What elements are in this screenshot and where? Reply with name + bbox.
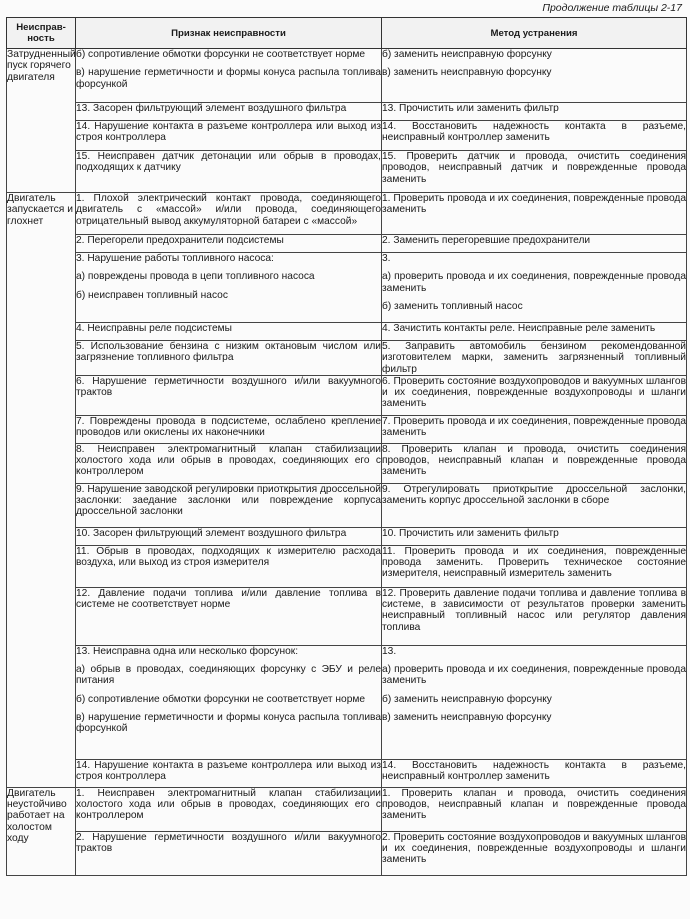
symptom-text: 12. Давление подачи топлива и/или давление топлива в системе не соответствует норме <box>76 587 381 611</box>
fault-group-title: Двигатель запускается и глохнет <box>7 193 73 227</box>
table-header <box>7 18 687 49</box>
symptom-cell <box>76 49 382 103</box>
fault-group-cell <box>7 193 76 788</box>
symptom-cell <box>76 121 382 151</box>
table-row <box>7 323 687 341</box>
symptom-text: 8. Неисправен электромагнитный клапан стабилизации холостого хода или обрыв в проводах, соединяющих его с контроллером <box>76 443 381 478</box>
remedy-text: а) проверить провода и их соединения, поврежденные провода заменить <box>382 664 686 687</box>
symptom-text: 14. Нарушение контакта в разъеме контроллера или выход из строя контроллера <box>76 121 381 144</box>
remedy-text: 13. <box>382 645 397 657</box>
symptom-text: 3. Нарушение работы топливного насоса: <box>76 253 274 264</box>
symptom-cell <box>76 415 382 443</box>
symptom-cell <box>76 831 382 875</box>
table-row <box>7 103 687 121</box>
table-row <box>7 645 687 759</box>
table-row <box>7 831 687 875</box>
remedy-text: 1. Проверить клапан и провода, очистить соединения проводов, неисправный клапан и поврежденные провода заменить <box>382 787 686 822</box>
table-row <box>7 527 687 545</box>
remedy-text: б) заменить топливный насос <box>382 300 523 312</box>
symptom-text: 6. Нарушение герметичности воздушного и/или вакуумного трактов <box>76 375 381 399</box>
symptom-text: в) нарушение герметичности и формы конуса распыла топлива форсункой <box>76 67 381 90</box>
remedy-text: 14. Восстановить надежность контакта в разъеме, неисправный контроллер заменить <box>382 121 686 144</box>
symptom-text: 13. Засорен фильтрующий элемент воздушного фильтра <box>76 103 347 114</box>
symptom-text: б) сопротивление обмотки форсунки не соответствует норме <box>76 49 366 60</box>
table-row <box>7 787 687 831</box>
header-remedy: Метод устранения <box>382 18 687 49</box>
remedy-text: 2. Заменить перегоревшие предохранители <box>382 235 591 246</box>
symptom-cell <box>76 253 382 323</box>
remedy-text: 8. Проверить клапан и провода, очистить соединения проводов, неисправный клапан и поврежденные провода заменить <box>382 443 686 478</box>
symptom-text: 1. Плохой электрический контакт провода, соединяющего двигатель с «массой» и/или провода, соединяющего отрицательный вывод аккумуляторной батареи с «массой» <box>76 193 381 227</box>
table-caption: Продолжение таблицы 2-17 <box>542 2 682 14</box>
symptom-text: б) сопротивление обмотки форсунки не соответствует норме <box>76 693 366 705</box>
remedy-text: 3. <box>382 253 391 264</box>
header-fault <box>7 18 76 49</box>
symptom-cell <box>76 103 382 121</box>
remedy-cell <box>382 375 687 415</box>
remedy-text: 2. Проверить состояние воздухопроводов и вакуумных шлангов и их соединения, поврежденные воздухопроводы и шланги заменить <box>382 831 686 866</box>
fault-group-cell <box>7 49 76 193</box>
fault-group-title: Двигатель неустойчиво работает на холостом ходу <box>7 787 67 845</box>
symptom-text: 9. Нарушение заводской регулировки приоткрытия дроссельной заслонки: заедание заслонки или повреждение корпуса дроссельной заслонки <box>76 483 381 518</box>
symptom-cell <box>76 645 382 759</box>
remedy-cell <box>382 787 687 831</box>
remedy-text: 14. Восстановить надежность контакта в разъеме, неисправный контроллер заменить <box>382 759 686 783</box>
remedy-cell <box>382 545 687 587</box>
fault-table <box>6 17 687 876</box>
symptom-cell <box>76 587 382 645</box>
remedy-cell <box>382 103 687 121</box>
table-row <box>7 483 687 527</box>
remedy-text: 10. Прочистить или заменить фильтр <box>382 527 559 539</box>
remedy-cell <box>382 527 687 545</box>
symptom-cell <box>76 375 382 415</box>
table-row <box>7 415 687 443</box>
table-row <box>7 375 687 415</box>
symptom-text: 2. Перегорели предохранители подсистемы <box>76 235 284 246</box>
remedy-cell <box>382 587 687 645</box>
symptom-cell <box>76 443 382 483</box>
symptom-text: 2. Нарушение герметичности воздушного и/или вакуумного трактов <box>76 831 381 855</box>
remedy-text: б) заменить неисправную форсунку <box>382 693 552 705</box>
remedy-text: а) проверить провода и их соединения, поврежденные провода заменить <box>382 271 686 294</box>
remedy-text: 15. Проверить датчик и провода, очистить соединения проводов, неисправный датчик и поврежденные провода заменить <box>382 151 686 185</box>
remedy-cell <box>382 323 687 341</box>
remedy-cell <box>382 121 687 151</box>
remedy-text: в) заменить неисправную форсунку <box>382 67 552 79</box>
remedy-text: 1. Проверить провода и их соединения, поврежденные провода заменить <box>382 193 686 216</box>
symptom-cell <box>76 341 382 376</box>
remedy-cell <box>382 193 687 235</box>
remedy-cell <box>382 831 687 875</box>
header-symptom: Признак неисправности <box>76 18 382 49</box>
remedy-cell <box>382 253 687 323</box>
symptom-cell <box>76 545 382 587</box>
symptom-cell <box>76 527 382 545</box>
symptom-text: 4. Неисправны реле подсистемы <box>76 323 232 334</box>
symptom-cell <box>76 759 382 787</box>
remedy-cell <box>382 49 687 103</box>
remedy-cell <box>382 415 687 443</box>
symptom-cell <box>76 323 382 341</box>
remedy-cell <box>382 341 687 376</box>
remedy-cell <box>382 151 687 193</box>
header-fault-line1: Неисправ- <box>16 22 66 33</box>
symptom-text: 14. Нарушение контакта в разъеме контроллера или выход из строя контроллера <box>76 759 381 783</box>
symptom-cell <box>76 483 382 527</box>
table-row <box>7 587 687 645</box>
table-row <box>7 443 687 483</box>
fault-group-title: Затрудненный пуск горячего двигателя <box>7 49 76 83</box>
table-row <box>7 341 687 376</box>
table-row <box>7 193 687 235</box>
symptom-cell <box>76 787 382 831</box>
remedy-text: 12. Проверить давление подачи топлива и давление топлива в системе, в зависимости от результатов проверки заменить неисправный топливный насос или регулятор давления топлива <box>382 587 686 633</box>
symptom-text: б) неисправен топливный насос <box>76 289 228 301</box>
remedy-text: 4. Зачистить контакты реле. Неисправные реле заменить <box>382 323 656 334</box>
table-row <box>7 49 687 103</box>
symptom-text: 7. Повреждены провода в подсистеме, ослаблено крепление проводов или окислены их наконечники <box>76 415 381 439</box>
symptom-text: а) повреждены провода в цепи топливного насоса <box>76 271 315 283</box>
remedy-text: 9. Отрегулировать приоткрытие дроссельной заслонки, заменить корпус дроссельной заслонки в сборе <box>382 483 686 507</box>
remedy-text: 7. Проверить провода и их соединения, поврежденные провода заменить <box>382 415 686 439</box>
remedy-text: б) заменить неисправную форсунку <box>382 49 552 60</box>
remedy-cell <box>382 443 687 483</box>
symptom-cell <box>76 193 382 235</box>
remedy-text: 11. Проверить провода и их соединения, поврежденные провода заменить. Проверить техническое состояние измерителя, неисправный измеритель заменить <box>382 545 686 580</box>
table-row <box>7 121 687 151</box>
symptom-text: 15. Неисправен датчик детонации или обрыв в проводах, подходящих к датчику <box>76 151 381 174</box>
table-row <box>7 235 687 253</box>
symptom-text: 1. Неисправен электромагнитный клапан стабилизации холостого хода или обрыв в проводах, соединяющих его с контроллером <box>76 787 381 822</box>
remedy-cell <box>382 645 687 759</box>
symptom-text: в) нарушение герметичности и формы конуса распыла топлива форсункой <box>76 712 381 735</box>
remedy-text: 5. Заправить автомобиль бензином рекомендованной изготовителем марки, заменить загрязненный топливный фильтр <box>382 341 686 375</box>
symptom-cell <box>76 151 382 193</box>
table-row <box>7 545 687 587</box>
symptom-text: а) обрыв в проводах, соединяющих форсунку с ЭБУ и реле питания <box>76 664 381 687</box>
table-row <box>7 151 687 193</box>
table-row <box>7 759 687 787</box>
table-body <box>7 49 687 876</box>
header-row <box>7 18 687 49</box>
symptom-text: 11. Обрыв в проводах, подходящих к измерителю расхода воздуха, или выход из строя измерителя <box>76 545 381 569</box>
remedy-text: 6. Проверить состояние воздухопроводов и вакуумных шлангов и их соединения, поврежденные воздухопроводы и шланги заменить <box>382 375 686 410</box>
table-row <box>7 253 687 323</box>
symptom-text: 10. Засорен фильтрующий элемент воздушного фильтра <box>76 527 347 539</box>
symptom-text: 13. Неисправна одна или несколько форсунок: <box>76 645 299 657</box>
remedy-cell <box>382 483 687 527</box>
symptom-cell <box>76 235 382 253</box>
remedy-text: 13. Прочистить или заменить фильтр <box>382 103 559 114</box>
symptom-text: 5. Использование бензина с низким октановым числом или загрязнение топливного фильтра <box>76 341 381 364</box>
remedy-cell <box>382 759 687 787</box>
remedy-cell <box>382 235 687 253</box>
remedy-text: в) заменить неисправную форсунку <box>382 712 552 724</box>
header-fault-line2: ность <box>27 33 55 44</box>
fault-group-cell <box>7 787 76 875</box>
